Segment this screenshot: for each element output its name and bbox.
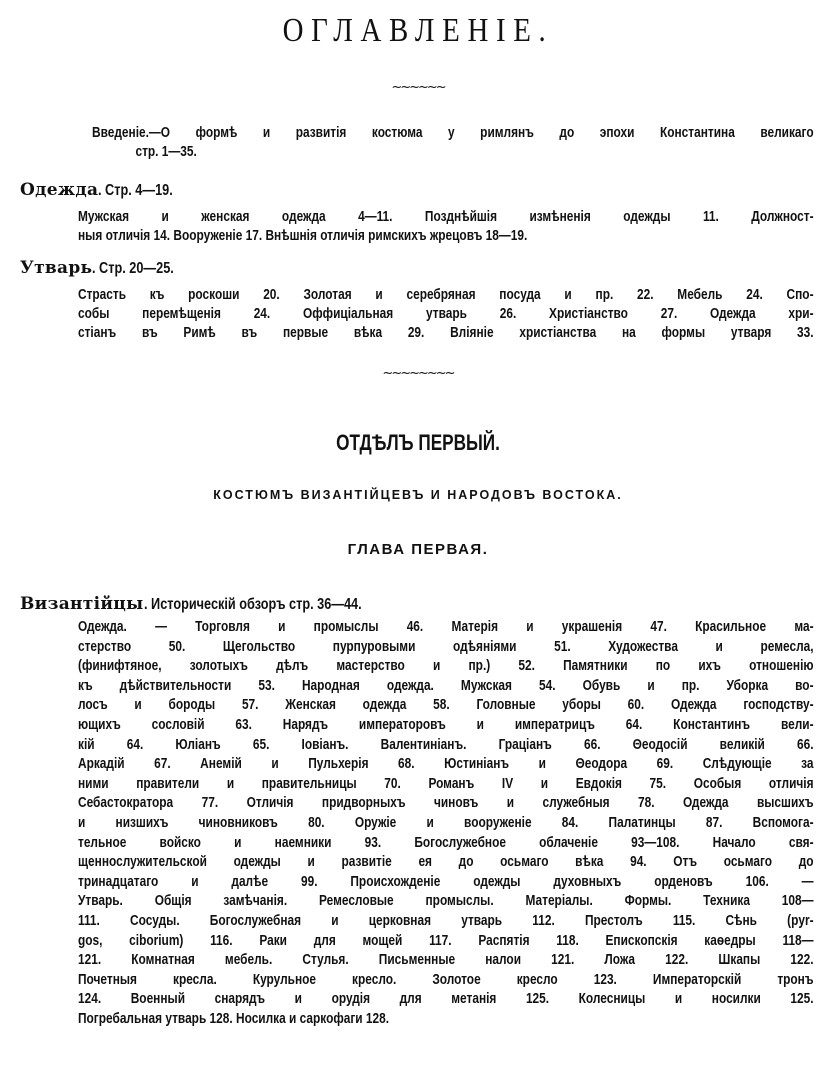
entry-line: 124. Военный снарядъ и орудія для метанія 125. Колесницы и носилки 125.: [78, 991, 814, 1008]
entry-line: Одежда. — Торговля и промыслы 46. Матерія и украшенія 47. Красильное ма-: [78, 619, 814, 635]
entry-line: кій 64. Юліанъ 65. Іовіанъ. Валентиніанъ. Граціанъ 66. Θеодосій великій 66.: [78, 736, 814, 753]
entry-line: Почетныя кресла. Курульное кресло. Золотое кресло 123. Императорскій тронъ: [78, 971, 814, 988]
section-heading-clothing: [20, 180, 189, 200]
entry-line: Погребальная утварь 128. Носилка и саркофаги 128.: [78, 1010, 390, 1027]
entry-line: Мужская и женская одежда 4—11. Позднѣйшія измѣненія одежды 11. Должност-: [78, 209, 814, 225]
intro-entry: [92, 124, 814, 162]
part-subtitle: КОСТЮМЪ ВИЗАНТІЙЦЕВЪ И НАРОДОВЪ ВОСТОКА.: [213, 488, 623, 502]
section-title: Византійцы: [20, 594, 144, 614]
entry-line: ними правители и правительницы 70. Романъ IV и Евдокія 75. Особыя отличія: [78, 775, 814, 792]
entry-line: Себастократора 77. Отличія придворныхъ чиновъ и служебныя 78. Одежда высшихъ: [78, 795, 814, 812]
entry-line: 111. Сосуды. Богослужебная и церковная утварь 112. Престолъ 115. Сѣнь (pyr-: [78, 912, 814, 929]
section-title: Утварь: [20, 258, 93, 278]
entry-line: тельное войско и наемники 93. Богослужебное облаченіе 93—108. Начало свя-: [78, 834, 814, 851]
section-heading-byzantines: [20, 594, 409, 614]
section-subtitle: . Историческій обзоръ стр. 36—44.: [143, 596, 362, 613]
intro-pages: стр. 1—35.: [135, 144, 197, 160]
chapter-title: ГЛАВА ПЕРВАЯ.: [347, 541, 489, 558]
page-title: ОГЛАВЛЕНІЕ.: [282, 12, 554, 49]
entry-line: Утварь. Общія замѣчанія. Ремесловые промыслы. Матеріалы. Формы. Техника 108—: [78, 893, 814, 910]
entry-line: Страсть къ роскоши 20. Золотая и серебряная посуда и пр. 22. Мебель 24. Спо-: [78, 287, 814, 303]
entry-line: gos, ciborium) 116. Раки для мощей 117. Распятія 118. Епископскія каѳедры 118—: [78, 932, 814, 949]
entry-line: Аркадій 67. Анемій и Пульхерія 68. Юстиніанъ и Θеодора 69. Слѣдующіе за: [78, 756, 814, 773]
entry-line: ющихъ сословій 63. Нарядъ императоровъ и императрицъ 64. Константинъ вели-: [78, 716, 814, 733]
section-title: Одежда: [20, 180, 99, 200]
part-title: ОТДѢЛЪ ПЕРВЫЙ.: [336, 430, 500, 455]
entry-line: стерство 50. Щегольство пурпуровыми одѣяніями 51. Художества и ремесла,: [78, 638, 814, 655]
entry-line: стіанъ въ Римѣ въ первые вѣка 29. Вліяніе христіанства на формы утваря 33.: [78, 325, 814, 341]
section-pages: . Стр. 4—19.: [98, 182, 174, 199]
section-pages: . Стр. 20—25.: [92, 260, 175, 277]
ornament-divider-middle: ~~~~~~~~: [382, 366, 454, 381]
entry-line: (финифтяное, золотыхъ дѣлъ мастерство и пр.) 52. Памятники по ихъ отношенію: [78, 658, 814, 675]
section-heading-utensils: [20, 258, 192, 278]
section-entries-byzantines: [78, 618, 814, 1029]
section-entries-utensils: [78, 286, 814, 343]
entry-line: ныя отличія 14. Вооруженіе 17. Внѣшнія отличія римскихъ жрецовъ 18—19.: [78, 228, 528, 244]
entry-line: и низшихъ чиновниковъ 80. Оружіе и вооруженіе 84. Палатинцы 87. Вспомога-: [78, 814, 814, 831]
entry-line: тринадцатаго и далѣе 99. Происхожденіе одежды духовныхъ орденовъ 106. —: [78, 873, 814, 890]
entry-line: щеннослужительской одежды и развитіе ея до осьмаго вѣка 94. Отъ осьмаго до: [78, 854, 814, 871]
entry-line: собы перемѣщенія 24. Оффиціальная утварь 26. Христіанство 27. Одежда хри-: [78, 306, 814, 322]
intro-line: Введеніе.—О формѣ и развитія костюма у римлянъ до эпохи Константина великаго: [92, 125, 814, 141]
entry-line: къ дѣйствительности 53. Народная одежда. Мужская 54. Обувь и пр. Уборка во-: [78, 677, 814, 694]
entry-line: лосъ и бороды 57. Женская одежда 58. Головные уборы 60. Одежда господству-: [78, 697, 814, 714]
ornament-divider-top: ~~~~~~: [391, 80, 445, 95]
section-entries-clothing: [78, 208, 814, 246]
entry-line: 121. Комнатная мебель. Стулья. Письменные налои 121. Ложа 122. Шкапы 122.: [78, 952, 814, 969]
